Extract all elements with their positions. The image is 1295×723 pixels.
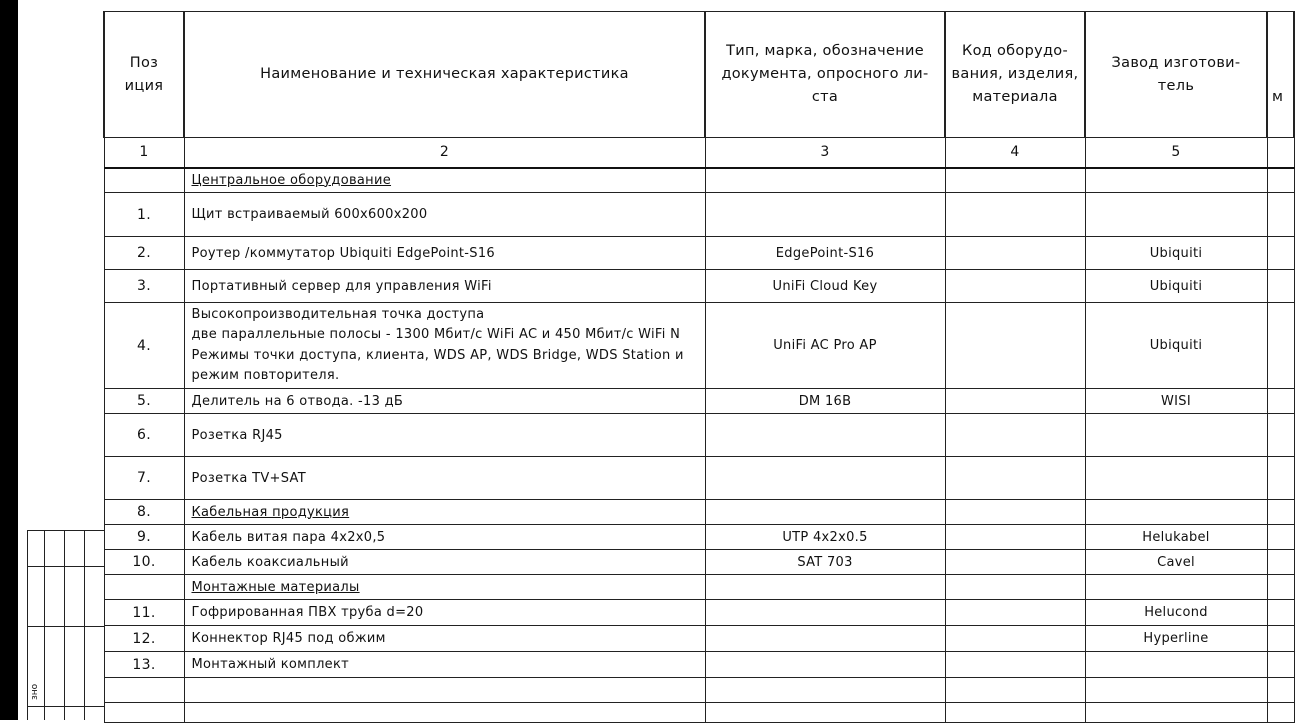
cell-code [945,525,1085,550]
cell-maker: Ubiquiti [1085,270,1267,303]
table-row [104,652,1294,678]
header-type: Тип, марка, обозначение документа, опросного ли- ста [705,12,945,138]
cell-next [1267,270,1294,303]
cell-name: Монтажный комплект [184,652,705,678]
table-row [104,678,1294,703]
cell-maker: WISI [1085,389,1267,414]
cell-type [705,652,945,678]
cell-type: DM 16B [705,389,945,414]
cell-next [1267,550,1294,575]
cell-maker [1085,168,1267,193]
cell-type [705,193,945,237]
cell-maker: Helukabel [1085,525,1267,550]
cell-code [945,575,1085,600]
cell-position [104,575,184,600]
cell-maker [1085,703,1267,723]
cell-name: Коннектор RJ45 под обжим [184,626,705,652]
table-row [104,626,1294,652]
cell-name: Монтажные материалы [184,575,705,600]
cell-code [945,500,1085,525]
cell-position [104,703,184,723]
cell-name: Щит встраиваемый 600х600х200 [184,193,705,237]
cell-type: SAT 703 [705,550,945,575]
table-row [104,193,1294,237]
table-row [104,703,1294,723]
cell-type [705,500,945,525]
cell-name: Кабельная продукция [184,500,705,525]
cell-position: 7. [104,457,184,500]
cell-type [705,626,945,652]
cell-maker [1085,414,1267,457]
cell-name: Центральное оборудование [184,168,705,193]
cell-maker: Helucond [1085,600,1267,626]
cell-next [1267,303,1294,389]
table-row [104,389,1294,414]
cell-type [705,600,945,626]
cell-name-line: режим повторителя. [191,368,340,383]
cell-name-line: две параллельные полосы - 1300 Мбит/с WiFi AC и 450 Мбит/с WiFi N [191,327,681,342]
table-row [104,600,1294,626]
cell-type: EdgePoint-S16 [705,237,945,270]
cell-position: 3. [104,270,184,303]
cell-next [1267,414,1294,457]
cell-code [945,237,1085,270]
cell-type: UniFi AC Pro AP [705,303,945,389]
side-stamp-text: зно [30,683,40,700]
table-row [104,237,1294,270]
table-row [104,550,1294,575]
cell-next [1267,600,1294,626]
cell-maker: Cavel [1085,550,1267,575]
cell-code [945,303,1085,389]
cell-type [705,575,945,600]
cell-name: Делитель на 6 отвода. -13 дБ [184,389,705,414]
cell-next [1267,678,1294,703]
cell-next [1267,237,1294,270]
column-number-row [104,138,1294,168]
cell-code [945,678,1085,703]
header-name: Наименование и техническая характеристика [184,12,705,138]
cell-code [945,626,1085,652]
cell-code [945,703,1085,723]
cell-name: Розетка TV+SAT [184,457,705,500]
cell-maker [1085,457,1267,500]
table-row [104,457,1294,500]
cell-name: Кабель витая пара 4х2х0,5 [184,525,705,550]
cell-position: 12. [104,626,184,652]
cell-position: 2. [104,237,184,270]
cell-next [1267,703,1294,723]
cell-name: Гофрированная ПВХ труба d=20 [184,600,705,626]
column-number: 4 [945,138,1085,168]
header-maker: Завод изготови- тель [1085,12,1267,138]
cell-name: Розетка RJ45 [184,414,705,457]
cell-maker: Ubiquiti [1085,237,1267,270]
cell-type [705,678,945,703]
cell-type: UTP 4x2x0.5 [705,525,945,550]
section-row [104,575,1294,600]
cell-name [184,678,705,703]
section-row [104,168,1294,193]
cell-position: 8. [104,500,184,525]
cell-maker [1085,193,1267,237]
cell-maker [1085,575,1267,600]
cell-name [184,703,705,723]
cell-next [1267,193,1294,237]
cell-name-line: Режимы точки доступа, клиента, WDS AP, WDS Bridge, WDS Station и [191,347,684,363]
cell-next [1267,575,1294,600]
cell-type [705,414,945,457]
table-row [104,303,1294,389]
table-row [104,525,1294,550]
cell-code [945,270,1085,303]
column-number: 1 [104,138,184,168]
cell-code [945,414,1085,457]
column-number: 5 [1085,138,1267,168]
column-number: 2 [184,138,705,168]
cell-next [1267,457,1294,500]
cell-type [705,703,945,723]
cell-maker: Ubiquiti [1085,303,1267,389]
cell-name-line: Высокопроизводительная точка доступа [191,306,485,322]
table-row [104,414,1294,457]
cell-position: 4. [104,303,184,389]
cell-position: 1. [104,193,184,237]
cell-type: UniFi Cloud Key [705,270,945,303]
cell-name: Портативный сервер для управления WiFi [184,270,705,303]
cell-position: 9. [104,525,184,550]
cell-position [104,168,184,193]
section-row [104,500,1294,525]
cell-next [1267,168,1294,193]
cell-maker: Hyperline [1085,626,1267,652]
header-code: Код оборудо- вания, изделия, материала [945,12,1085,138]
dark-left-edge [0,0,18,720]
cell-name: Кабель коаксиальный [184,550,705,575]
cell-next [1267,626,1294,652]
cell-code [945,652,1085,678]
cell-type [705,168,945,193]
cell-name [184,303,705,389]
cell-next [1267,525,1294,550]
cell-next [1267,500,1294,525]
cell-name: Роутер /коммутатор Ubiquiti EdgePoint-S16 [184,237,705,270]
cell-position: 5. [104,389,184,414]
cell-code [945,168,1085,193]
cell-position [104,678,184,703]
cell-code [945,457,1085,500]
cell-position: 11. [104,600,184,626]
cell-code [945,389,1085,414]
cell-maker [1085,678,1267,703]
cell-code [945,600,1085,626]
cell-code [945,550,1085,575]
specification-table [103,11,1295,723]
cell-code [945,193,1085,237]
cell-position: 6. [104,414,184,457]
cell-next [1267,652,1294,678]
cell-position: 13. [104,652,184,678]
column-number: 3 [705,138,945,168]
header-row [104,12,1294,138]
cell-next [1267,389,1294,414]
cell-type [705,457,945,500]
cell-maker [1085,500,1267,525]
cell-position: 10. [104,550,184,575]
table-row [104,270,1294,303]
column-number [1267,138,1294,168]
header-next-fragment: м [1267,12,1294,138]
header-pos: Поз иция [104,12,184,138]
cell-maker [1085,652,1267,678]
